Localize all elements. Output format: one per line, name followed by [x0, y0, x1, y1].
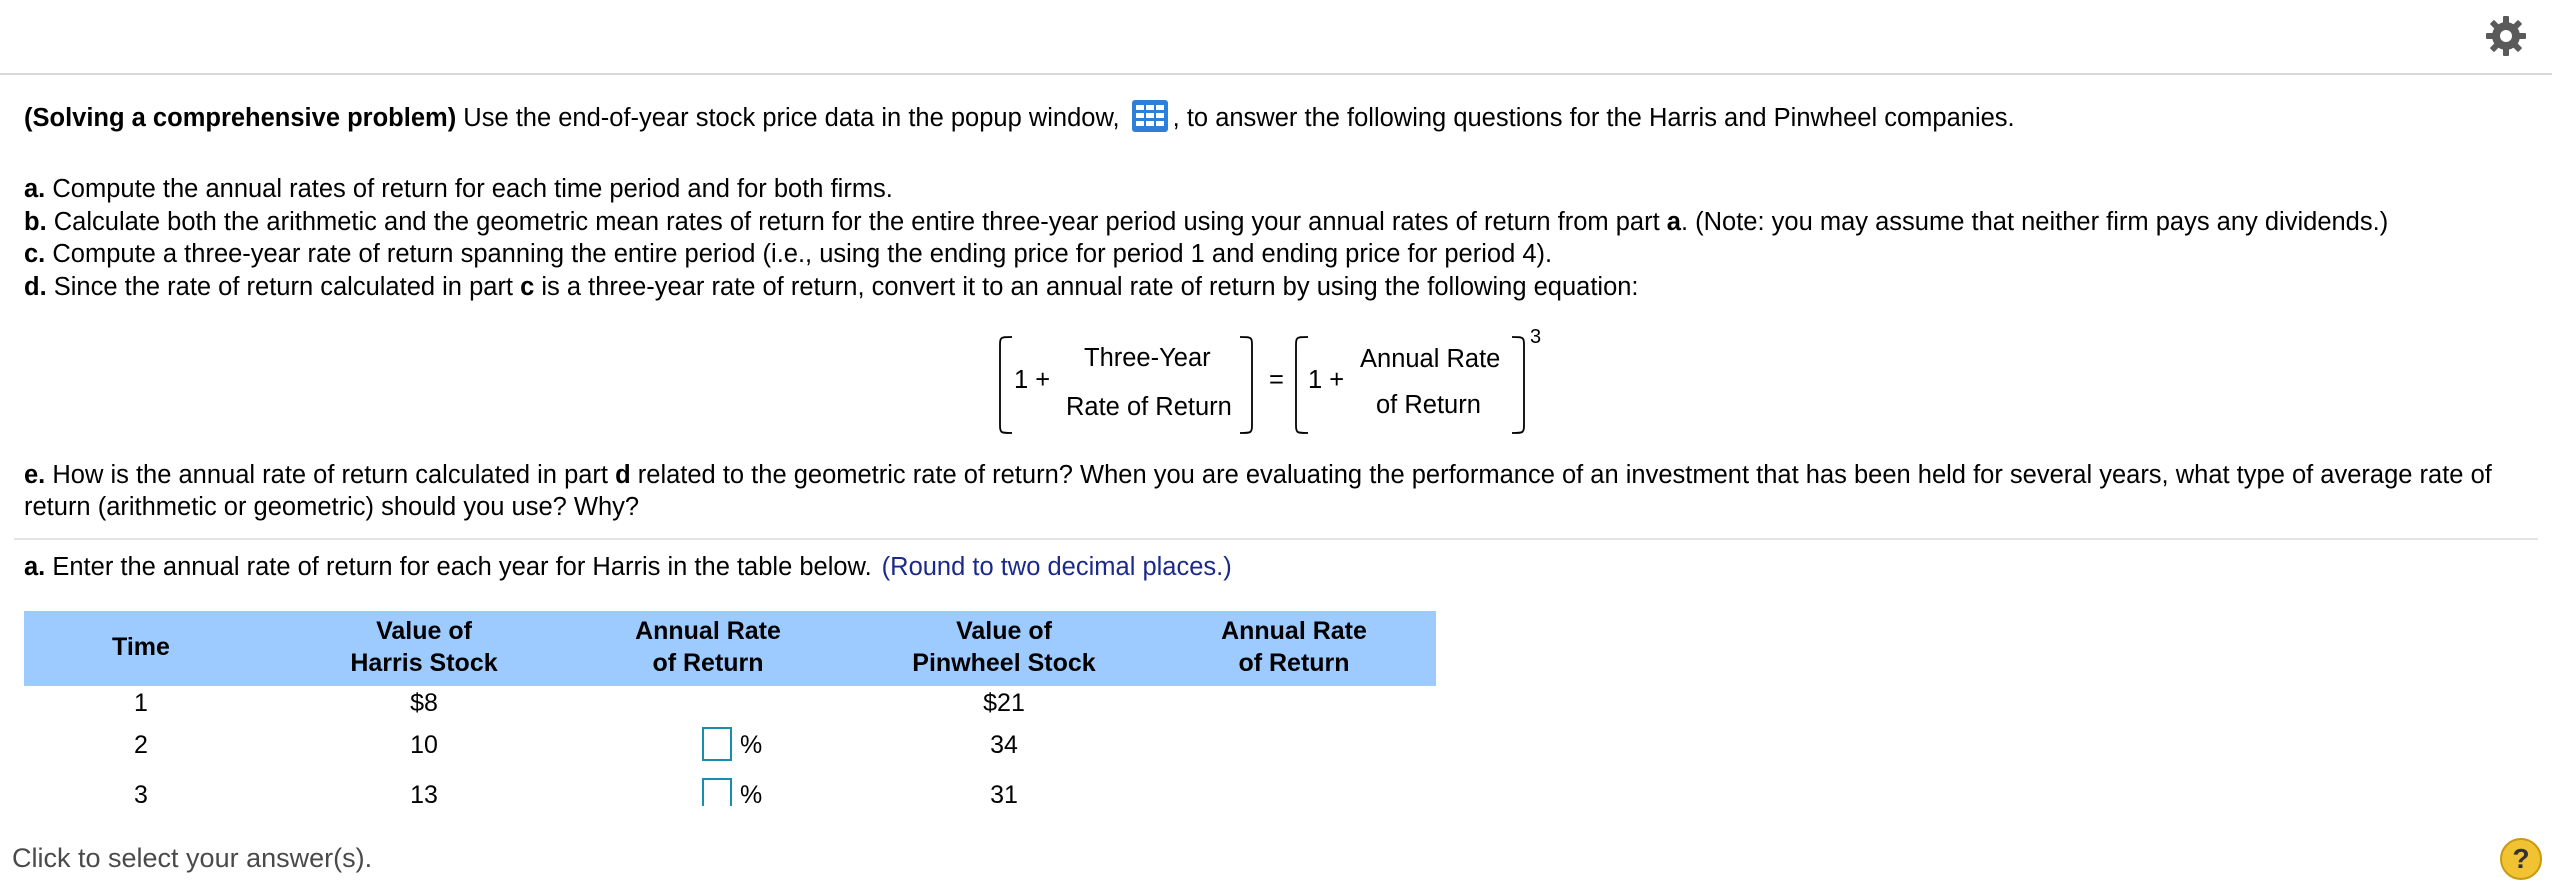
part-text: Since the rate of return calculated in part — [46, 272, 521, 301]
question-text: Enter the annual rate of return for each year for Harris in the table below. — [45, 553, 872, 581]
intro-text-end: , to answer the following questions for the Harris and Pinwheel companies. — [1172, 104, 2015, 132]
cell-time: 3 — [134, 781, 148, 809]
header-pinwheel-value — [834, 615, 1174, 679]
intro-text: Use the end-of-year stock price data in the popup window, — [456, 104, 1120, 132]
cell-time: 2 — [134, 731, 148, 759]
equation-of-return: of Return — [1376, 391, 1481, 419]
cell-harris-value: $8 — [410, 689, 438, 717]
equation-one-plus: 1 + — [1308, 366, 1345, 394]
left-paren-icon — [996, 335, 1016, 435]
section-divider — [14, 538, 2538, 540]
table-grid-icon[interactable] — [1131, 99, 1169, 133]
part-text: Calculate both the arithmetic and the geometric mean rates of return for the entire three-year period using your annual rates of return from part — [46, 207, 1667, 236]
part-a — [24, 173, 2388, 206]
current-question — [24, 553, 1232, 582]
part-e — [24, 459, 2534, 523]
part-label: a. — [24, 175, 46, 203]
part-text: Compute the annual rates of return for each time period and for both firms. — [45, 175, 893, 203]
part-label: c. — [24, 240, 46, 268]
equation-rate-of-return: Rate of Return — [1066, 393, 1232, 421]
header-line: Time — [112, 633, 170, 661]
header-line: of Return — [652, 649, 764, 677]
right-paren-icon — [1508, 335, 1528, 435]
header-line: Annual Rate — [635, 617, 781, 645]
part-label: b. — [24, 207, 47, 236]
percent-sign: % — [740, 731, 763, 759]
gear-icon[interactable] — [2484, 14, 2528, 58]
harris-return-input[interactable] — [702, 778, 732, 806]
part-text: related to the geometric rate of return? When you are evaluating the performance of an investment that has been held for several years, what type of average rate of return (arithmetic or geometric) should you use? Why? — [24, 461, 2492, 521]
header-line: Annual Rate — [1221, 617, 1367, 645]
part-label: d. — [24, 272, 47, 301]
rounding-hint: (Round to two decimal places.) — [881, 553, 1232, 581]
question-parts — [24, 173, 2388, 303]
table-header — [24, 611, 1436, 686]
equation-annual-rate: Annual Rate — [1360, 345, 1501, 373]
part-text: Compute a three-year rate of return spanning the entire period (i.e., using the ending price for period 1 and ending price for period 4). — [45, 240, 1553, 268]
cell-harris-value: 13 — [410, 781, 438, 809]
part-ref: a — [1666, 207, 1681, 236]
equation-three-year: Three-Year — [1084, 344, 1211, 372]
help-icon[interactable]: ? — [2500, 838, 2542, 880]
part-d — [24, 271, 2388, 304]
header-line: Pinwheel Stock — [912, 649, 1096, 677]
equation-exponent: 3 — [1530, 326, 1542, 348]
cell-time: 1 — [134, 689, 148, 717]
part-text: is a three-year rate of return, convert it to an annual rate of return by using the following equation: — [534, 272, 1639, 301]
cell-pinwheel-value: 34 — [990, 731, 1018, 759]
header-line: Harris Stock — [350, 649, 498, 677]
part-b — [24, 206, 2388, 239]
equation-one-plus: 1 + — [1014, 366, 1051, 394]
part-label: e. — [24, 461, 46, 489]
cell-pinwheel-value: $21 — [983, 689, 1025, 717]
part-ref: d — [615, 461, 631, 489]
question-label: a. — [24, 553, 46, 581]
part-c — [24, 238, 2388, 271]
equation-equals: = — [1269, 366, 1284, 394]
header-divider — [0, 73, 2552, 75]
part-ref: c — [520, 272, 535, 301]
status-text: Click to select your answer(s). — [12, 843, 373, 873]
percent-sign: % — [740, 781, 763, 809]
problem-intro — [24, 104, 2015, 133]
header-line: Value of — [956, 617, 1052, 645]
header-line: of Return — [1238, 649, 1350, 677]
header-time — [74, 631, 208, 663]
cell-harris-value: 10 — [410, 731, 438, 759]
right-paren-icon — [1236, 335, 1256, 435]
problem-title: (Solving a comprehensive problem) — [24, 104, 457, 132]
harris-return-input[interactable] — [702, 727, 732, 761]
part-text: . (Note: you may assume that neither firm pays any dividends.) — [1680, 207, 2389, 236]
header-harris-return — [548, 615, 868, 679]
part-text: How is the annual rate of return calculated in part — [45, 461, 616, 489]
header-line: Value of — [376, 617, 472, 645]
cell-pinwheel-value: 31 — [990, 781, 1018, 809]
header-pinwheel-return — [1134, 615, 1454, 679]
